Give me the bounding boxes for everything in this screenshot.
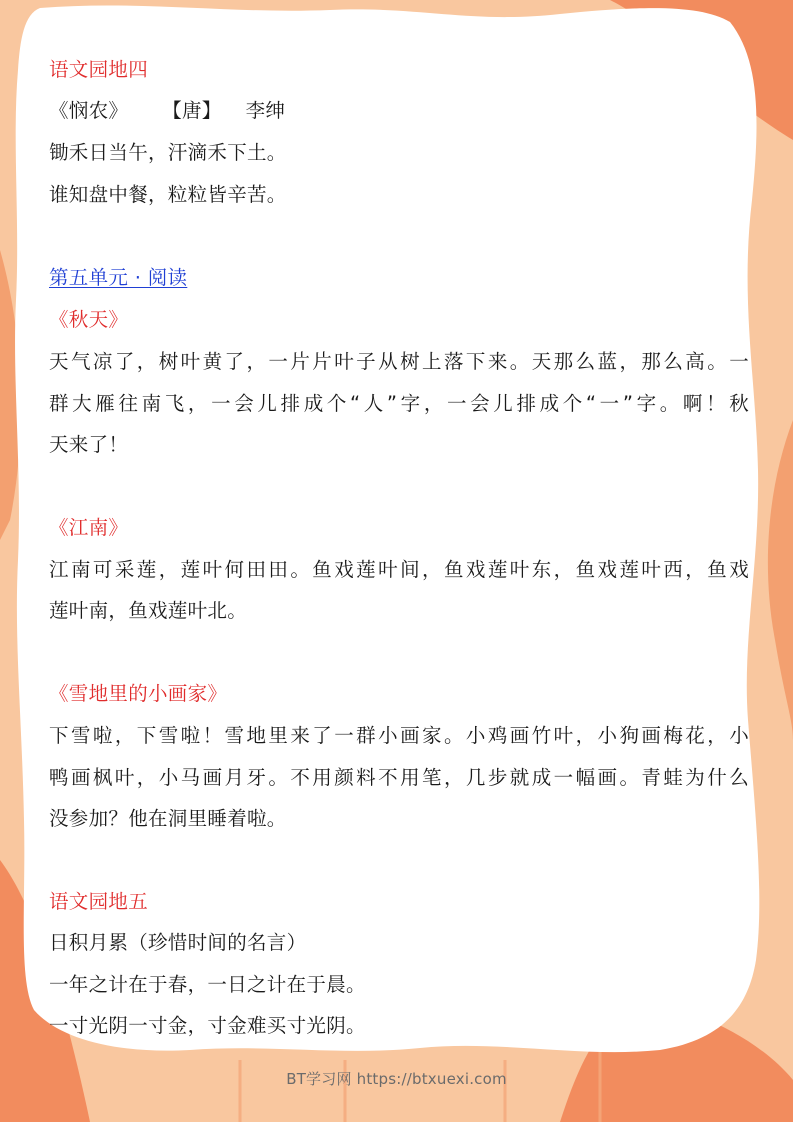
text-title-autumn: 《秋天》 [49, 308, 129, 331]
section-subheading: 日积月累（珍惜时间的名言） [49, 931, 307, 954]
poem-title-line [49, 90, 749, 132]
poem-author: 李绅 [245, 99, 286, 122]
unit5-heading-link-wrapper [49, 257, 749, 299]
text-line: 莲叶南，鱼戏莲叶北。 [49, 599, 248, 622]
footer-watermark: BT学习网 https://btxuexi.com [286, 1070, 507, 1088]
section-heading-garden4: 语文园地四 [49, 58, 149, 81]
text-title-painters: 《雪地里的小画家》 [49, 682, 228, 705]
unit5-heading-link[interactable]: 第五单元 · 阅读 [49, 266, 188, 289]
text-line: 江南可采莲，莲叶何田田。鱼戏莲叶间，鱼戏莲叶东，鱼戏莲叶西，鱼戏 [49, 558, 749, 581]
text-line: 天来了！ [49, 433, 129, 456]
text-line: 没参加？他在洞里睡着啦。 [49, 807, 287, 830]
text-line: 下雪啦，下雪啦！雪地里来了一群小画家。小鸡画竹叶，小狗画梅花，小 [49, 724, 749, 747]
text-line: 天气凉了，树叶黄了，一片片叶子从树上落下来。天那么蓝，那么高。一 [49, 350, 749, 373]
poem-line: 锄禾日当午，汗滴禾下土。 [49, 141, 287, 164]
text-line: 鸭画枫叶，小马画月牙。不用颜料不用笔，几步就成一幅画。青蛙为什么 [49, 766, 749, 789]
poem-dynasty: 【唐】 [162, 99, 222, 122]
poem-title: 《悯农》 [49, 99, 129, 122]
text-title-jiangnan: 《江南》 [49, 516, 129, 539]
quote-line: 一寸光阴一寸金，寸金难买寸光阴。 [49, 1014, 366, 1037]
poem-line: 谁知盘中餐，粒粒皆辛苦。 [49, 183, 287, 206]
quote-line: 一年之计在于春，一日之计在于晨。 [49, 973, 366, 996]
text-line: 群大雁往南飞，一会儿排成个“人”字，一会儿排成个“一”字。啊！秋 [49, 392, 749, 415]
section-heading-garden5: 语文园地五 [49, 890, 149, 913]
